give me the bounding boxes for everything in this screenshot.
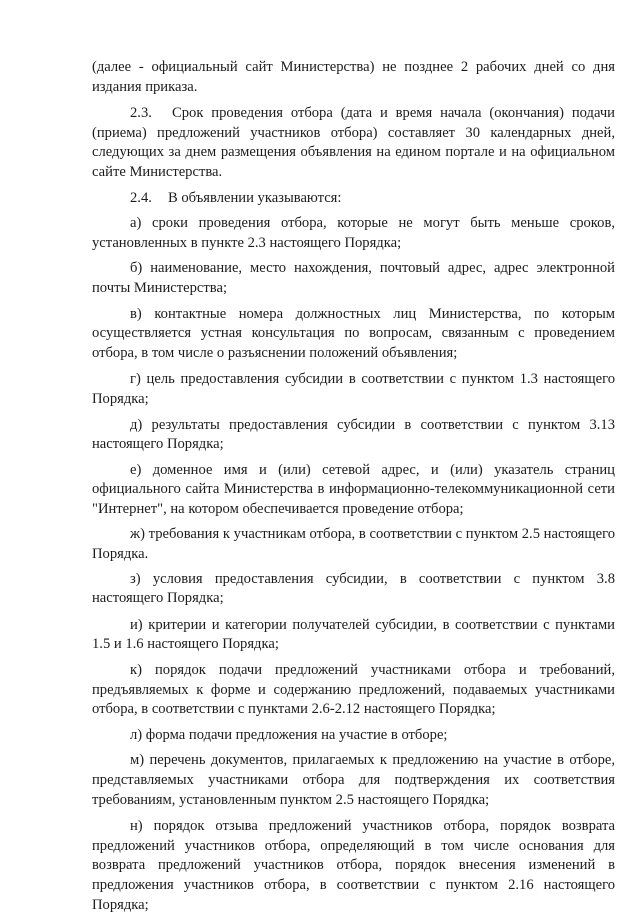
list-item: д) результаты предоставления субсидии в соответствии с пунктом 3.13 настоящего Порядка; xyxy=(92,416,615,453)
section-text: Срок проведения отбора (дата и время начала (окончания) подачи (приема) предложений участников отбора) составляет 30 календарных дней, следующих за днем размещения объявления на едином портале и на официальном сайте Министерства. xyxy=(92,105,615,180)
list-item: и) критерии и категории получателей субсидии, в соответствии с пунктами 1.5 и 1.6 настоящего Порядка; xyxy=(92,616,615,653)
list-item: з) условия предоставления субсидии, в соответствии с пунктом 3.8 настоящего Порядка; xyxy=(92,570,615,607)
list-item: ж) требования к участникам отбора, в соответствии с пунктом 2.5 настоящего Порядка. xyxy=(92,526,615,563)
section-number: 2.4. xyxy=(130,189,152,206)
list-item: м) перечень документов, прилагаемых к предложению на участие в отборе, представляемых участниками отбора для подтверждения их соответствия требованиям, установленным пунктом 2.5 настоящего Порядка; xyxy=(92,752,615,808)
list-item: к) порядок подачи предложений участниками отбора и требований, предъявляемых к форме и содержанию предложений, подаваемых участниками отбора, в соответствии с пунктами 2.6-2.12 настоящего Порядка; xyxy=(92,662,615,718)
list-item: е) доменное имя и (или) сетевой адрес, и (или) указатель страниц официального сайта Министерства в информационно-телекоммуникационной сети "Интернет", на котором обеспечивается проведение отбора; xyxy=(92,461,615,517)
list-item: л) форма подачи предложения на участие в отборе; xyxy=(130,726,448,743)
list-item: н) порядок отзыва предложений участников отбора, порядок возврата предложений участников отбора, определяющий в том числе основания для возврата предложений участников отбора, порядок внесения изменений в предложения участников отбора, в соответствии с пунктом 2.16 настоящего Порядка; xyxy=(92,818,615,913)
list-item: а) сроки проведения отбора, которые не могут быть меньше сроков, установленных в пункте 2.3 настоящего Порядка; xyxy=(92,215,615,251)
list-item: б) наименование, место нахождения, почтовый адрес, адрес электронной почты Министерства; xyxy=(92,260,615,296)
list-items xyxy=(92,214,615,921)
list-item: в) контактные номера должностных лиц Министерства, по которым осуществляется устная консультация по вопросам, связанным с проведением отбора, в том числе о разъяснении положений объявления; xyxy=(92,305,615,361)
list-item: г) цель предоставления субсидии в соответствии с пунктом 1.3 настоящего Порядка; xyxy=(92,371,615,407)
document-page xyxy=(92,58,615,921)
section-2-4 xyxy=(92,189,615,209)
intro-paragraph: (далее - официальный сайт Министерства) не позднее 2 рабочих дней со дня издания приказа. xyxy=(92,59,615,95)
section-number: 2.3. xyxy=(130,105,152,122)
section-text: В объявлении указываются: xyxy=(168,189,342,206)
section-2-3 xyxy=(92,104,615,182)
